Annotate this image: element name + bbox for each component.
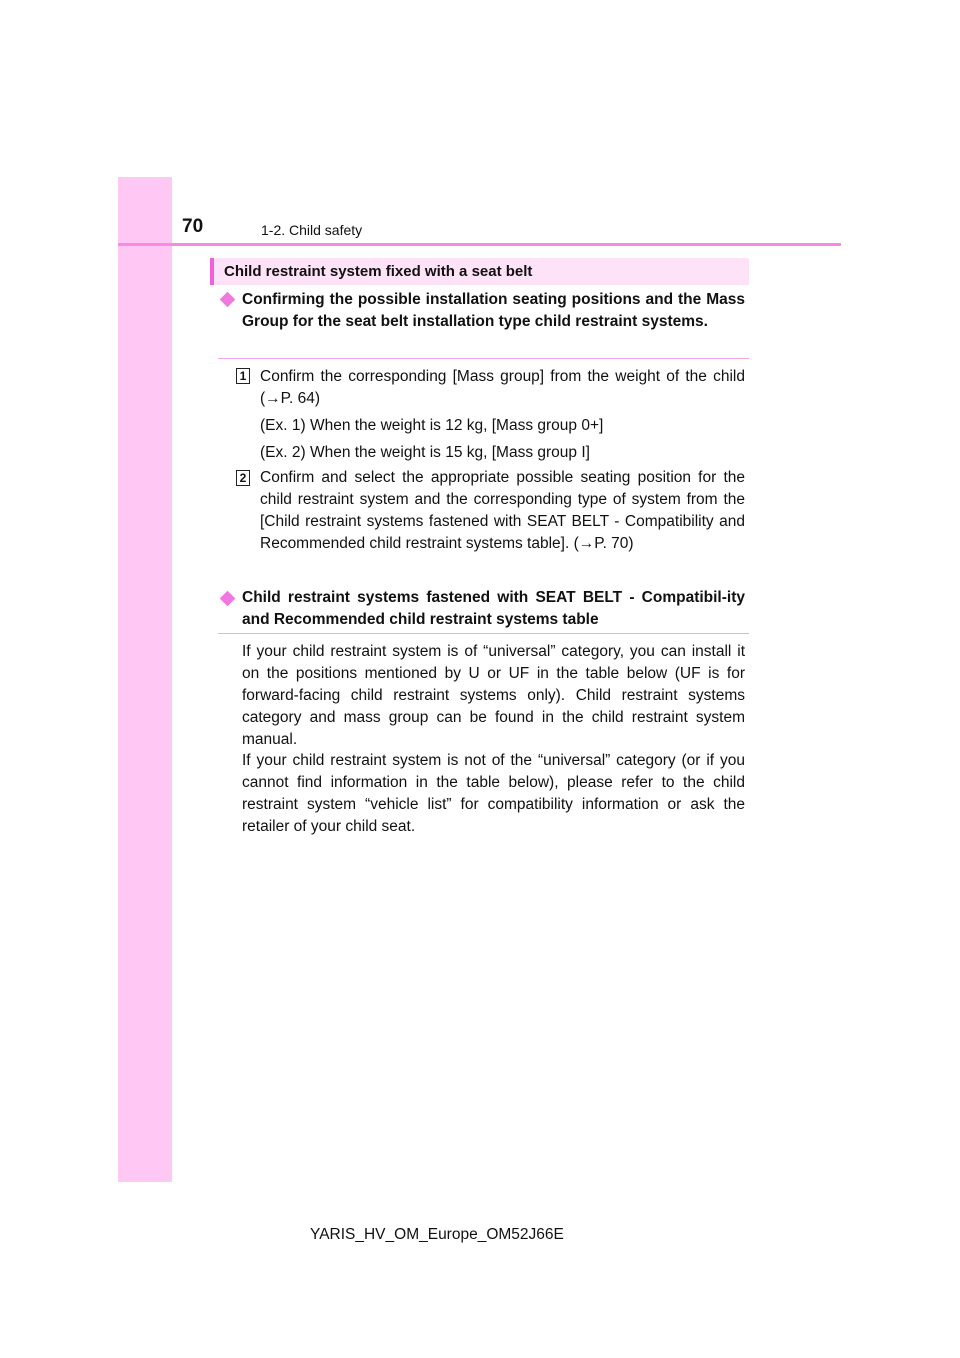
- subsection-rule: [218, 358, 749, 359]
- subsection-title-compatibility-table: Child restraint systems fastened with SEAT BELT - Compatibil-ity and Recommended child restraint systems table: [242, 589, 745, 628]
- universal-category-paragraph: If your child restraint system is of “universal” category, you can install it on the positions mentioned by U or UF in the table below (UF is for forward-facing child restraint systems only). Child restraint systems category and mass group can be found in the child restraint system manual.: [242, 643, 745, 748]
- subsection-rule: [218, 633, 749, 634]
- step-2-text: Confirm and select the appropriate possible seating position for the child restraint system and the corresponding type of system from the [Child restraint systems fastened with SEAT BELT - Compatibility and Recommended child restraint systems table]. (→P. 70): [260, 469, 745, 552]
- step-number-2: 2: [236, 470, 250, 486]
- section-heading-box: [210, 258, 749, 285]
- example-2: (Ex. 2) When the weight is 15 kg, [Mass group I]: [260, 444, 590, 461]
- example-1: (Ex. 1) When the weight is 12 kg, [Mass group 0+]: [260, 417, 604, 434]
- step-1-text: Confirm the corresponding [Mass group] from the weight of the child (→P. 64): [260, 368, 745, 407]
- subsection-title-installation-positions: Confirming the possible installation seating positions and the Mass Group for the seat belt installation type child restraint systems.: [242, 291, 745, 330]
- diamond-bullet-icon: [220, 591, 236, 607]
- chapter-side-band: [118, 177, 172, 1182]
- page-number: 70: [182, 216, 204, 237]
- header-rule: [118, 243, 841, 246]
- diamond-bullet-icon: [220, 292, 236, 308]
- document-footer-code: YARIS_HV_OM_Europe_OM52J66E: [310, 1226, 564, 1243]
- section-heading: Child restraint system fixed with a seat belt: [224, 263, 533, 280]
- step-number-1: 1: [236, 368, 250, 384]
- non-universal-category-paragraph: If your child restraint system is not of the “universal” category (or if you cannot find information in the table below), please refer to the child restraint system “vehicle list” for compatibility information or ask the retailer of your child seat.: [242, 752, 745, 835]
- section-reference: 1-2. Child safety: [261, 222, 363, 238]
